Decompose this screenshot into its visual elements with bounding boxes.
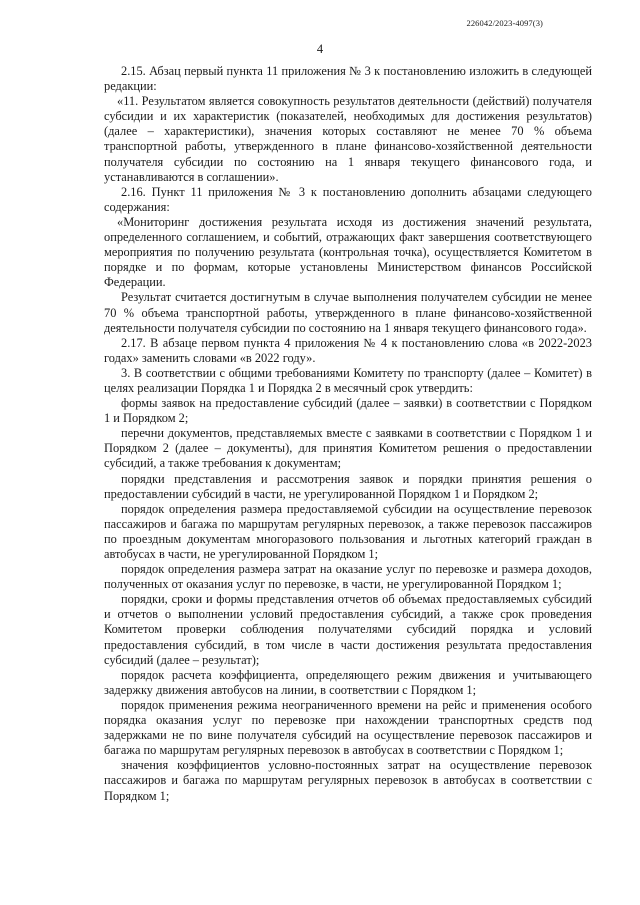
page-number: 4 xyxy=(316,42,324,56)
list-item: порядки, сроки и формы представления отчетов об объемах предоставляемых субсидий и отчетов о выполнении условий предоставления субсидий, а также срок проведения Комитетом проверки соблюдения получателями субсидий порядка и условий предоставления субсидий, в том числе в части достижения результата предоставления субсидий (далее – результат); xyxy=(104,592,592,667)
list-item: перечни документов, представляемых вместе с заявками в соответствии с Порядком 1 и Порядком 2 (далее – документы), для принятия Комитетом решения о предоставлении субсидий, а также требования к документам; xyxy=(104,426,592,471)
document-body xyxy=(104,64,592,804)
list-item: порядок применения режима неограниченного времени на рейс и применения особого порядка оказания услуг по перевозке при нахождении транспортных средств под задержками не по вине получателя субсидий на осуществление перевозок пассажиров и багажа по маршрутам регулярных перевозок в автобусах в соответствии с Порядком 1; xyxy=(104,697,592,758)
paragraph-quote-11: «11. Результатом является совокупность результатов деятельности (действий) получателя субсидии и их характеристик (показателей, необходимых для достижения результатов) (далее – характеристики), значения которых составляют не менее 70 % объема транспортной работы, утвержденного в плане финансово-хозяйственной деятельности получателя субсидии по состоянию на 1 января текущего финансового года, и устанавливаются в соглашении». xyxy=(104,94,592,184)
list-item: формы заявок на предоставление субсидий (далее – заявки) в соответствии с Порядком 1 и Порядком 2; xyxy=(104,396,592,426)
list-item: порядок определения размера затрат на оказание услуг по перевозке и размера доходов, полученных от оказания услуг по перевозке, в части, не урегулированной Порядком 1; xyxy=(104,562,592,592)
paragraph-result-achieved: Результат считается достигнутым в случае выполнения получателем субсидии не менее 70 % объема транспортной работы, утвержденного в плане финансово-хозяйственной деятельности получателя субсидии по состоянию на 1 января текущего финансового года». xyxy=(104,290,592,335)
list-item: порядок расчета коэффициента, определяющего режим движения и учитывающего задержку движения автобусов на линии, в соответствии с Порядком 1; xyxy=(104,667,592,697)
list-item: значения коэффициентов условно-постоянных затрат на осуществление перевозок пассажиров и багажа по маршрутам регулярных перевозок в автобусах в соответствии с Порядком 1; xyxy=(104,758,592,803)
paragraph-2-16: 2.16. Пункт 11 приложения № 3 к постановлению дополнить абзацами следующего содержания: xyxy=(104,184,592,214)
paragraph-3: 3. В соответствии с общими требованиями Комитету по транспорту (далее – Комитет) в целях реализации Порядка 1 и Порядка 2 в месячный срок утвердить: xyxy=(104,365,592,395)
paragraph-2-15: 2.15. Абзац первый пункта 11 приложения № 3 к постановлению изложить в следующей редакции: xyxy=(104,64,592,94)
list-item: порядки представления и рассмотрения заявок и порядки принятия решения о предоставлении субсидий в части, не урегулированной Порядком 1 и Порядком 2; xyxy=(104,471,592,501)
paragraph-quote-monitoring: «Мониторинг достижения результата исходя из достижения значений результата, определенного соглашением, и событий, отражающих факт завершения соответствующего мероприятия по получению результата (контрольная точка), осуществляется Комитетом в порядке и по формам, которые установлены Министерством финансов Российской Федерации. xyxy=(104,214,592,290)
list-item: порядок определения размера предоставляемой субсидии на осуществление перевозок пассажиров и багажа по маршрутам регулярных перевозок, а также перевозок пассажиров по проездным документам многоразового пользования и льготных категорий граждан в автобусах в части, не урегулированной Порядком 1; xyxy=(104,501,592,561)
paragraph-2-17: 2.17. В абзаце первом пункта 4 приложения № 4 к постановлению слова «в 2022-2023 годах» заменить словами «в 2022 году». xyxy=(104,335,592,365)
document-registration-number: 226042/2023-4097(3) xyxy=(466,18,543,28)
